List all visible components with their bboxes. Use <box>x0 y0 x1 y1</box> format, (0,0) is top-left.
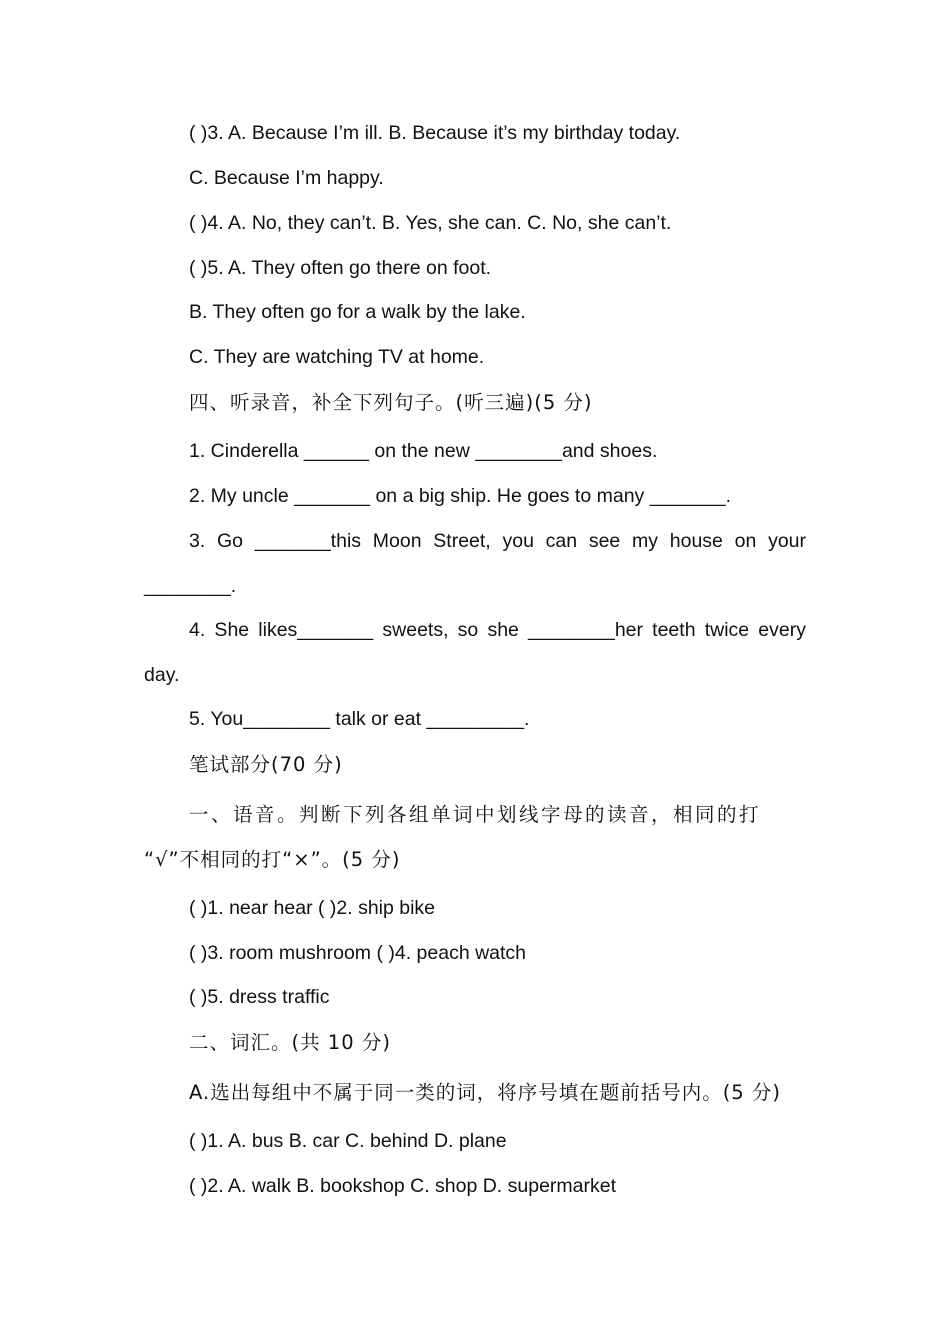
question-5-option-c: C. They are watching TV at home. <box>189 346 485 368</box>
phonics-row-1: ( )1. near hear ( )2. ship bike <box>189 897 436 919</box>
fill-blank-1: 1. Cinderella ______ on the new ________and shoes. <box>189 440 658 462</box>
phonics-row-2: ( )3. room mushroom ( )4. peach watch <box>189 942 527 964</box>
fill-blank-5: 5. You________ talk or eat _________. <box>189 708 530 730</box>
question-5-option-b: B. They often go for a walk by the lake. <box>189 301 526 323</box>
vocabulary-part-a-instruction: A.选出每组中不属于同一类的词，将序号填在题前括号内。(5 分) <box>189 1081 782 1104</box>
written-part-heading: 笔试部分(70 分) <box>189 753 343 776</box>
vocabulary-section-heading: 二、词汇。(共 10 分) <box>189 1031 391 1054</box>
fill-blank-4-continued: day. <box>144 664 180 686</box>
vocabulary-question-1: ( )1. A. bus B. car C. behind D. plane <box>189 1130 507 1152</box>
phonics-row-3: ( )5. dress traffic <box>189 986 330 1008</box>
fill-blank-3: 3. Go _______this Moon Street, you can see my house on your <box>189 530 806 552</box>
question-3-option-c: C. Because I’m happy. <box>189 167 384 189</box>
question-5-line: ( )5. A. They often go there on foot. <box>189 257 492 279</box>
phonics-section-instruction: “√”不相同的打“×”。(5 分) <box>144 848 401 871</box>
fill-blank-3-continued: ________. <box>144 575 237 597</box>
vocabulary-question-2: ( )2. A. walk B. bookshop C. shop D. supermarket <box>189 1175 617 1197</box>
fill-blank-4: 4. She likes_______ sweets, so she ________her teeth twice every <box>189 619 806 641</box>
question-3-line: ( )3. A. Because I’m ill. B. Because it’s my birthday today. <box>189 122 681 144</box>
section-4-heading: 四、听录音，补全下列句子。(听三遍)(5 分) <box>189 391 593 414</box>
question-4-line: ( )4. A. No, they can’t. B. Yes, she can. C. No, she can’t. <box>189 212 672 234</box>
phonics-section-heading: 一、语音。判断下列各组单词中划线字母的读音，相同的打 <box>189 803 762 826</box>
fill-blank-2: 2. My uncle _______ on a big ship. He goes to many _______. <box>189 485 732 507</box>
